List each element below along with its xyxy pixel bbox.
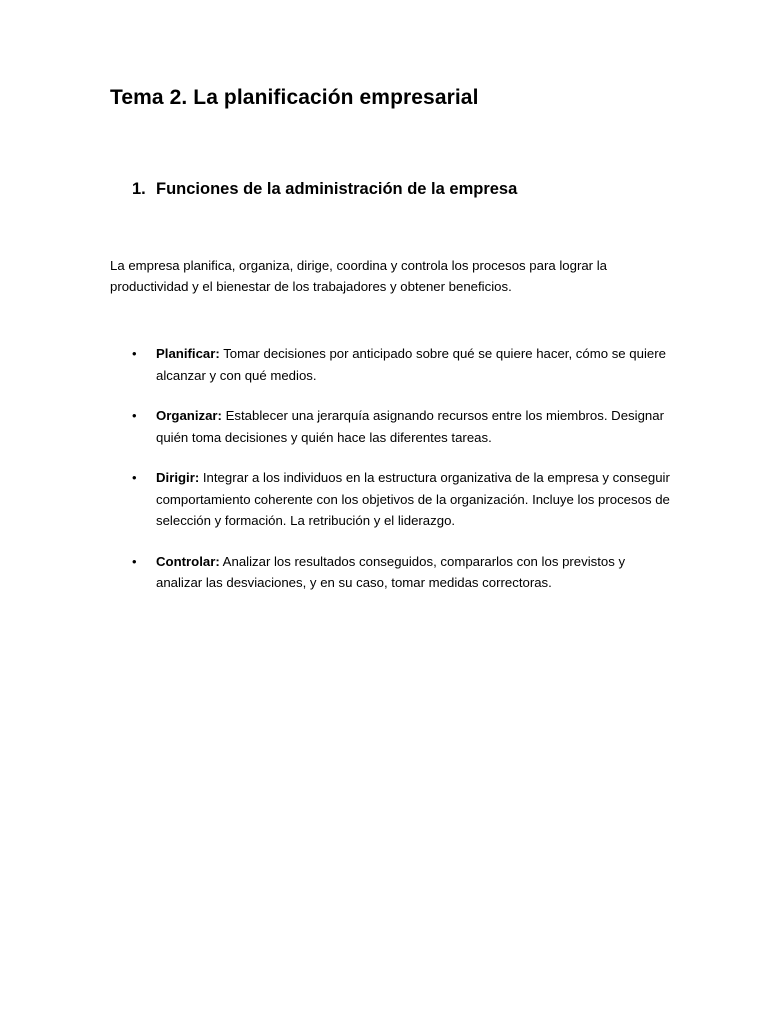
function-item-organizar: [132, 405, 672, 448]
bullet-icon: •: [132, 346, 137, 361]
function-description: Tomar decisiones por anticipado sobre qué se quiere hacer, cómo se quiere alcanzar y con qué medios.: [156, 346, 666, 383]
function-description: Analizar los resultados conseguidos, compararlos con los previstos y analizar las desviaciones, y en su caso, tomar medidas correctoras.: [156, 553, 626, 590]
function-term: Dirigir:: [156, 470, 200, 485]
bullet-icon: •: [132, 553, 137, 569]
section-heading: [132, 180, 517, 199]
function-description: Establecer una jerarquía asignando recursos entre los miembros. Designar quién toma decisiones y quién hace las diferentes tareas.: [156, 408, 664, 445]
bullet-icon: •: [132, 470, 137, 485]
intro-paragraph: La empresa planifica, organiza, dirige, coordina y controla los procesos para lograr la productividad y el bienestar de los trabajadores y obtener beneficios.: [110, 258, 607, 294]
function-term: Planificar:: [156, 346, 220, 361]
function-item-controlar: [132, 551, 672, 594]
function-description: Integrar a los individuos en la estructura organizativa de la empresa y conseguir comportamiento coherente con los objetivos de la organización. Incluye los procesos de selección y formación. La retribución y el liderazgo.: [156, 470, 670, 528]
function-item-planificar: [132, 343, 672, 386]
bullet-icon: •: [132, 408, 137, 423]
section-heading-text: Funciones de la administración de la empresa: [156, 180, 518, 198]
function-item-dirigir: [132, 467, 672, 532]
function-term: Controlar:: [156, 553, 220, 569]
functions-list: [132, 343, 672, 613]
function-term: Organizar:: [156, 408, 222, 423]
document-title: Tema 2. La planificación empresarial: [110, 86, 479, 109]
section-number: 1.: [132, 180, 146, 198]
